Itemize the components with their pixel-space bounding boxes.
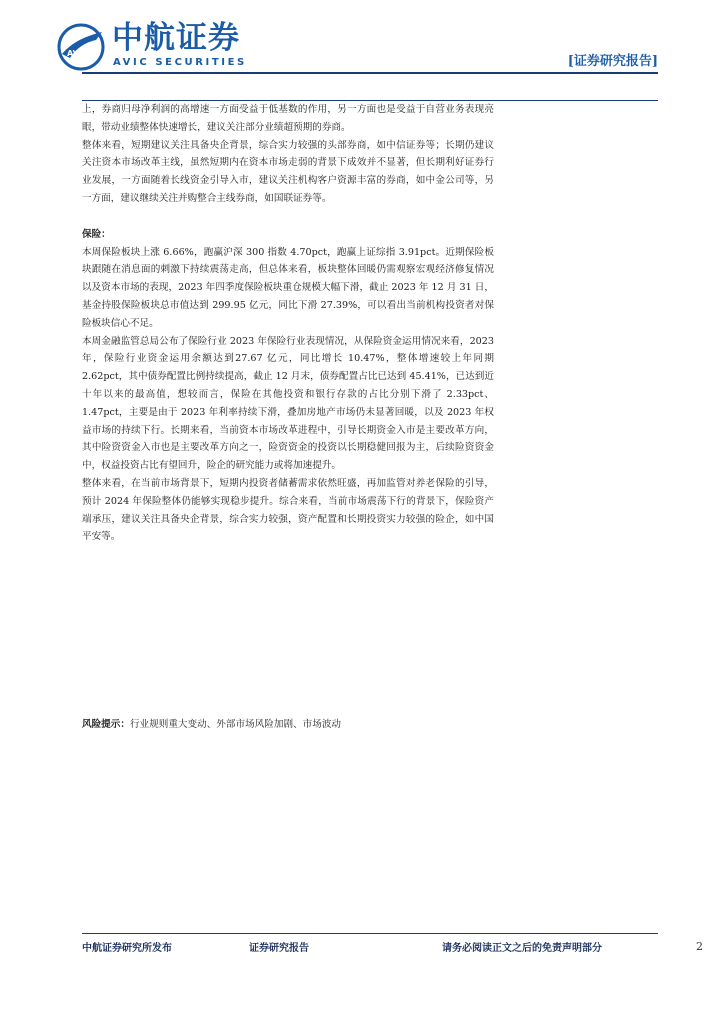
insurance-paragraph: 整体来看，在当前市场背景下，短期内投资者储蓄需求依然旺盛，再加监管对养老保险的引导，预计 2024 年保险整体仍能够实现稳步提升。综合来看，当前市场震荡下行的背景下，保险资产端承压，建议关注具备央企背景，综合实力较强，资产配置和长期投资实力较强的险企，如中国平安等。 [82,477,494,543]
logo-chinese-text: 中航证券 [112,20,240,56]
footer-divider [82,933,658,934]
insurance-section-heading: 保险： [82,228,111,240]
insurance-paragraph: 本周保险板块上涨 6.66%，跑赢沪深 300 指数 4.70pct，跑赢上证综指 3.91pct。近期保险板块跟随在消息面的刺激下持续震荡走高，但总体来看，板块整体回暖仍需观察宏观经济修复情况以及资本市场的表现，2023 年四季度保险板块重仓规模大幅下滑，截止 2023 年 12 月 31 日，基金持股保险板块总市值达到 299.95 亿元，同比下滑 27.39%，可以看出当前机构投资者对保险板块信心不足。 [82,246,494,329]
svg-text:AVIC: AVIC [67,49,88,58]
brand-logo [56,18,256,74]
page-number: 2 [696,940,703,953]
report-type-tag: [证券研究报告] [567,54,658,69]
body-paragraph: 上，券商归母净利润的高增速一方面受益于低基数的作用，另一方面也是受益于自营业务表现亮眼，带动业绩整体快速增长，建议关注部分业绩超预期的券商。 [82,104,494,133]
risk-warning-label: 风险提示： [82,719,130,730]
header-divider [82,72,658,74]
body-paragraph: 整体来看，短期建议关注具备央企背景，综合实力较强的头部券商，如中信证券等；长期仍建议关注资本市场改革主线，虽然短期内在资本市场走弱的背景下成效并不显著，但长期利好证券行业发展，一方面随着长线资金引导入市，建议关注机构客户资源丰富的券商，如中金公司等，另一方面，建议继续关注并购整合主线券商，如国联证券等。 [82,139,494,204]
footer-report-type: 证券研究报告 [249,943,309,954]
footer-publisher: 中航证券研究所发布 [82,943,172,954]
risk-warning-text: 行业规则重大变动、外部市场风险加剧、市场波动 [129,719,342,730]
risk-warning [82,716,502,734]
footer-disclaimer-note: 请务必阅读正文之后的免责声明部分 [442,943,602,954]
report-body [82,101,494,546]
insurance-paragraph: 本周金融监管总局公布了保险行业 2023 年保险行业表现情况，从保险资金运用情况来看，2023 年，保险行业资金运用余额达到27.67 亿元，同比增长 10.47%，整体增速较上年同期 2.62pct，其中债券配置比例持续提高，截止 12 月末，债券配置占比已达到 45.41%，已达到近十年以来的最高值，想较而言，保险在其他投资和银行存款的占比分别下滑了 2.33pct、1.47pct，主要是由于 2023 年利率持续下滑，叠加房地产市场仍未显著回暖，以及 2023 年权益市场的持续下行。长期来看，当前资本市场改革进程中，引导长期资金入市是主要改革方向，其中险资资金入市也是主要改革方向之一，险资资金的投资以长期稳健回报为主，后续险资资金中，权益投资占比有望回升，险企的研究能力或将加速提升。 [82,335,494,472]
logo-english-text: AVIC SECURITIES [113,57,247,68]
avic-plane-logo-icon [56,22,106,72]
